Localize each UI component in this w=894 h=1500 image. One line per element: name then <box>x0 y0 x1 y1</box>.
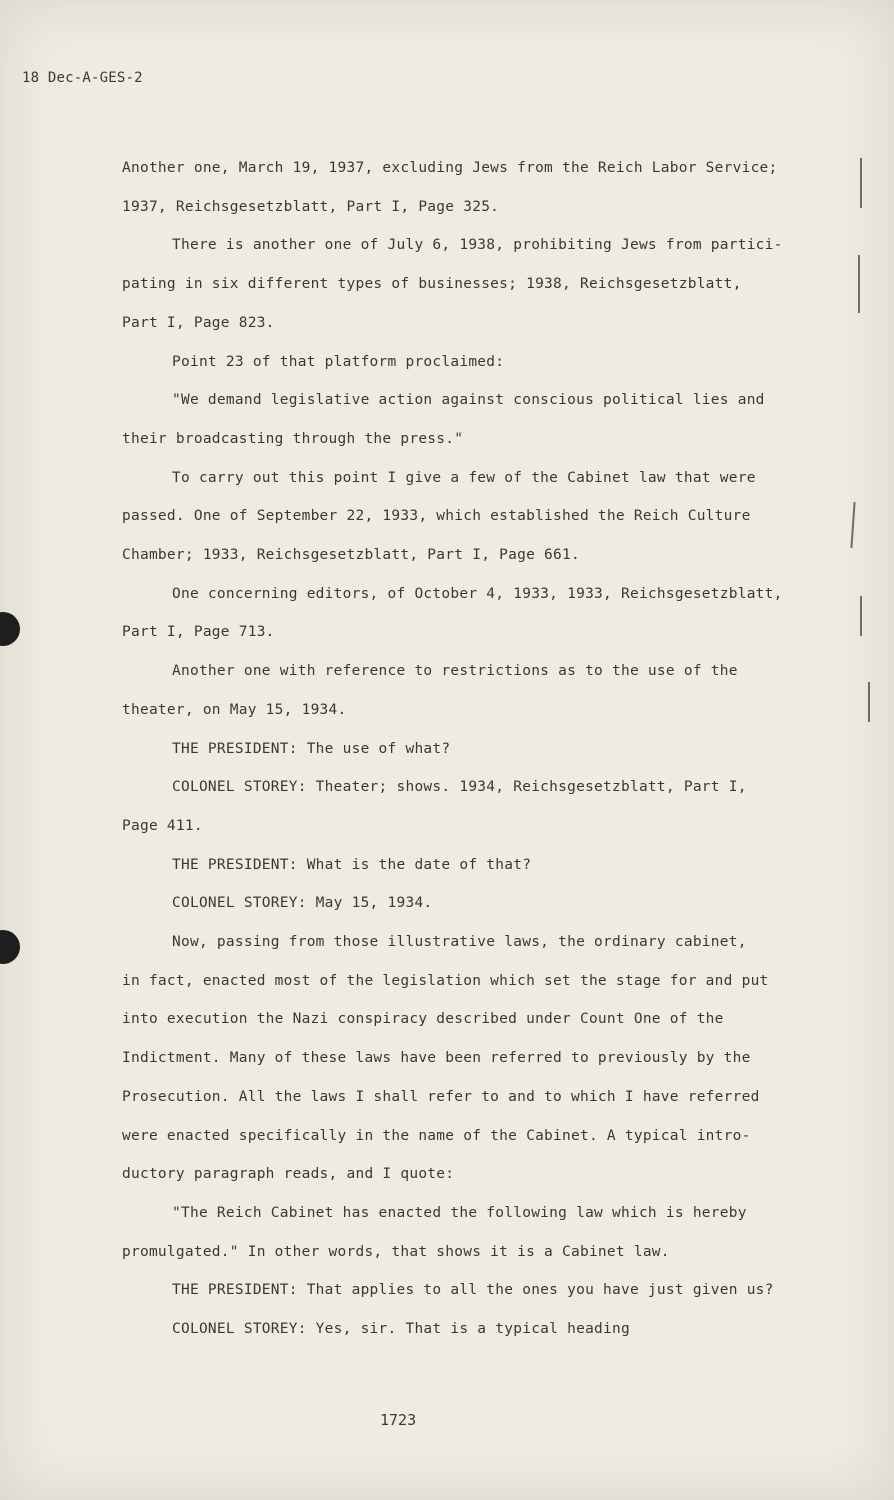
text-line: Indictment. Many of these laws have been referred to previously by the <box>122 1050 751 1067</box>
text-line: THE PRESIDENT: The use of what? <box>172 740 451 757</box>
text-line: Part I, Page 823. <box>122 314 275 331</box>
punch-hole-bottom <box>0 930 20 964</box>
text-line: ductory paragraph reads, and I quote: <box>122 1166 455 1183</box>
text-line: One concerning editors, of October 4, 1933, 1933, Reichsgesetzblatt, <box>172 585 783 602</box>
text-line: theater, on May 15, 1934. <box>122 701 347 718</box>
page-number: 1723 <box>380 1411 417 1429</box>
text-line: To carry out this point I give a few of the Cabinet law that were <box>172 469 756 486</box>
text-line: COLONEL STOREY: May 15, 1934. <box>172 895 433 912</box>
text-line: Prosecution. All the laws I shall refer to and to which I have referred <box>122 1088 760 1105</box>
text-line: promulgated." In other words, that shows it is a Cabinet law. <box>122 1243 670 1260</box>
text-line: Point 23 of that platform proclaimed: <box>172 353 505 370</box>
document-header: 18 Dec-A-GES-2 <box>22 70 143 86</box>
margin-mark <box>860 596 862 636</box>
text-line: Chamber; 1933, Reichsgesetzblatt, Part I, Page 661. <box>122 547 580 563</box>
text-line: THE PRESIDENT: That applies to all the ones you have just given us? <box>172 1282 774 1299</box>
text-line: Page 411. <box>122 817 203 834</box>
text-line: Another one with reference to restrictions as to the use of the <box>172 663 738 680</box>
punch-hole-top <box>0 612 20 646</box>
text-line: were enacted specifically in the name of the Cabinet. A typical intro- <box>122 1127 751 1144</box>
text-line: passed. One of September 22, 1933, which established the Reich Culture <box>122 508 751 525</box>
text-line: 1937, Reichsgesetzblatt, Part I, Page 325. <box>122 198 500 215</box>
margin-mark <box>850 502 855 548</box>
text-line: "The Reich Cabinet has enacted the following law which is hereby <box>172 1204 747 1221</box>
text-line: There is another one of July 6, 1938, prohibiting Jews from partici- <box>172 237 783 254</box>
text-line: THE PRESIDENT: What is the date of that? <box>172 856 532 873</box>
text-line: pating in six different types of businesses; 1938, Reichsgesetzblatt, <box>122 276 742 293</box>
text-line: COLONEL STOREY: Theater; shows. 1934, Reichsgesetzblatt, Part I, <box>172 779 747 796</box>
text-line: COLONEL STOREY: Yes, sir. That is a typical heading <box>172 1321 630 1337</box>
text-line: their broadcasting through the press." <box>122 430 464 447</box>
text-line: into execution the Nazi conspiracy described under Count One of the <box>122 1011 724 1028</box>
margin-mark <box>860 158 862 208</box>
margin-mark <box>858 255 860 313</box>
text-line: "We demand legislative action against conscious political lies and <box>172 392 765 409</box>
text-line: Part I, Page 713. <box>122 624 275 641</box>
text-line: in fact, enacted most of the legislation which set the stage for and put <box>122 972 769 989</box>
text-line: Another one, March 19, 1937, excluding Jews from the Reich Labor Service; <box>122 160 778 176</box>
text-line: Now, passing from those illustrative laws, the ordinary cabinet, <box>172 934 747 950</box>
margin-mark <box>868 682 870 722</box>
